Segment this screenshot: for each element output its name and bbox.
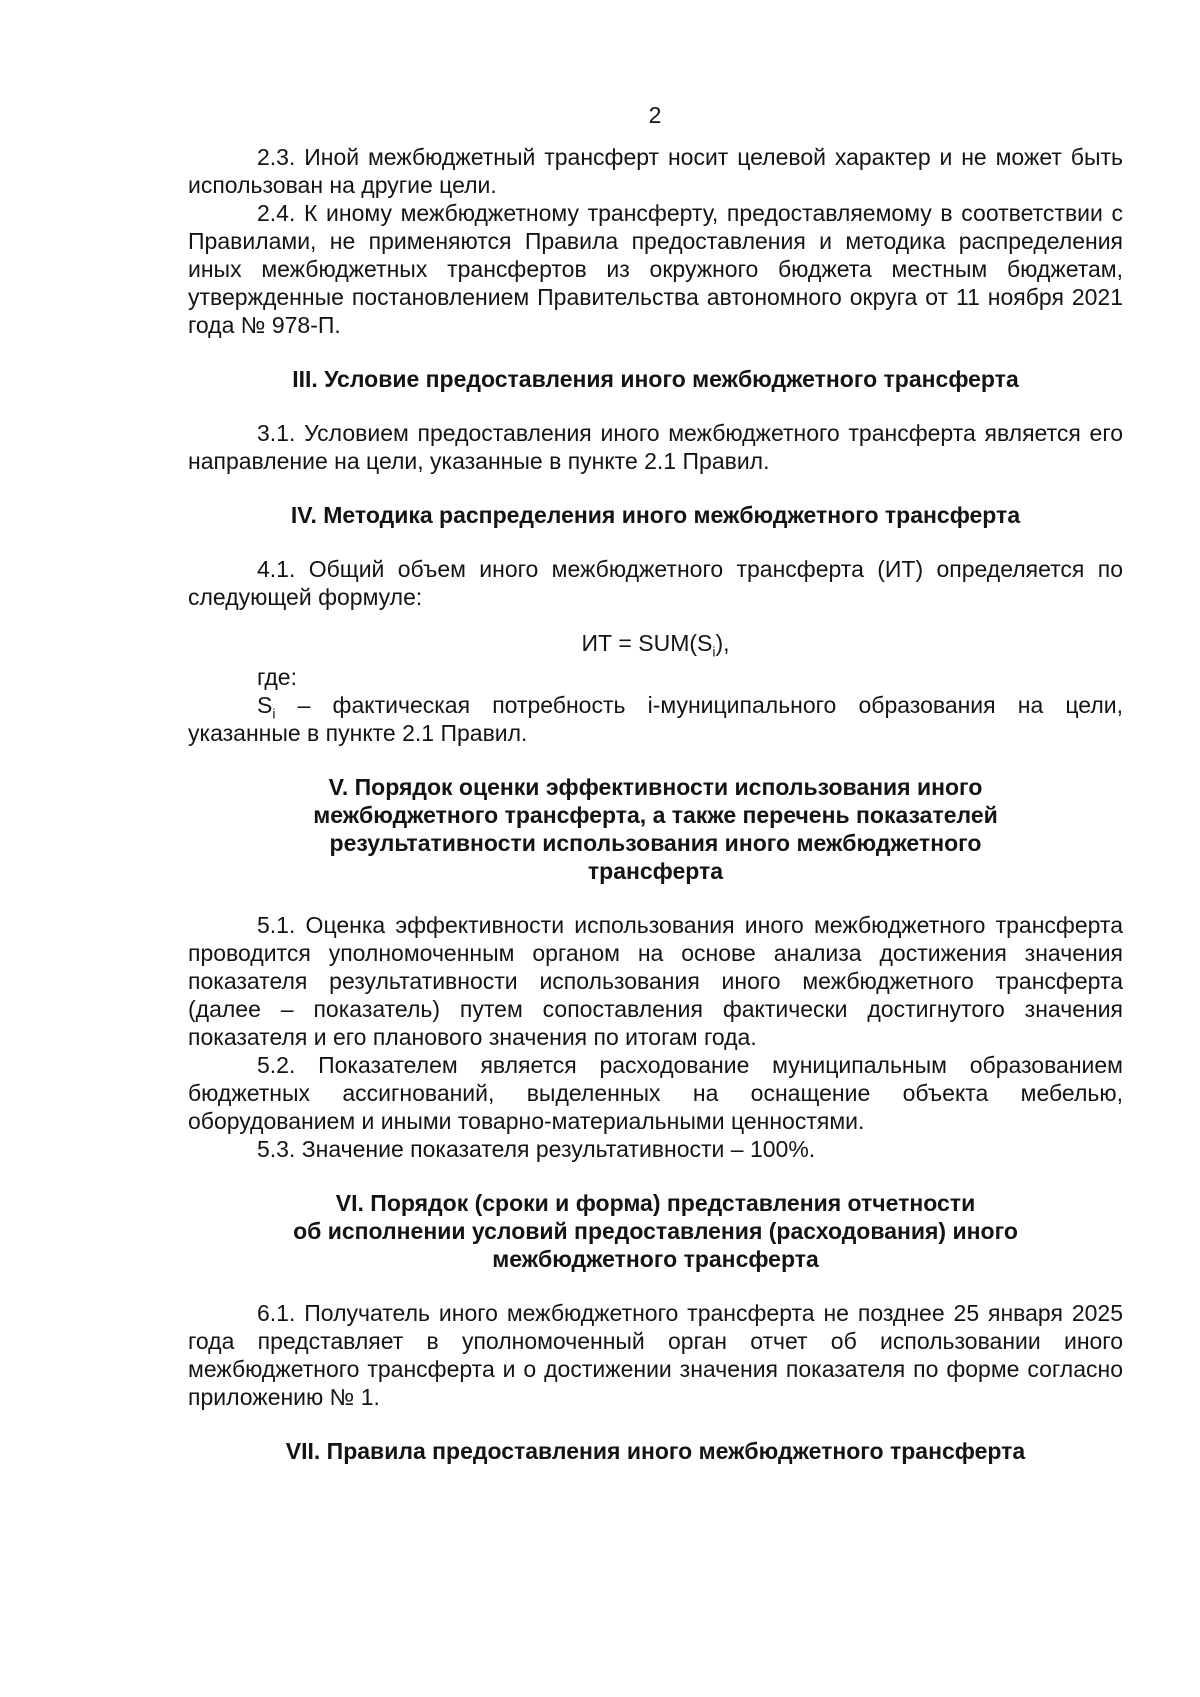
heading-line: межбюджетного трансферта, а также перечень показателей (313, 802, 998, 828)
paragraph-2-4: 2.4. К иному межбюджетному трансферту, предоставляемому в соответствии с Правилами, не применяются Правила предоставления и методика распределения иных межбюджетных трансфертов из окружного бюджета местным бюджетам, утвержденные постановлением Правительства автономного округа от 11 ноября 2021 года № 978-П. (188, 200, 1123, 338)
where-label: где: (257, 664, 297, 690)
heading-line: трансферта (587, 858, 724, 884)
formula-suffix: ), (715, 630, 730, 656)
section-heading-5 (188, 773, 1123, 885)
heading-line: межбюджетного трансферта (492, 1246, 819, 1272)
heading-line: VI. Порядок (сроки и форма) представления отчетности (335, 1190, 976, 1216)
formula (188, 629, 1123, 660)
paragraph-5-2: 5.2. Показателем является расходование муниципальным образованием бюджетных ассигнований, выделенных на оснащение объекта мебелью, оборудованием и иными товарно-материальными ценностями. (188, 1052, 1123, 1134)
si-subscript: i (272, 705, 276, 722)
heading-line: об исполнении условий предоставления (расходования) иного (293, 1218, 1018, 1244)
section-heading-3: III. Условие предоставления иного межбюджетного трансферта (292, 366, 1019, 392)
section-heading-6 (188, 1189, 1123, 1273)
paragraph-5-1: 5.1. Оценка эффективности использования иного межбюджетного трансферта проводится уполномоченным органом на основе анализа достижения значения показателя результативности использования иного межбюджетного трансферта (далее – показатель) путем сопоставления фактически достигнутого значения показателя и его планового значения по итогам года. (188, 912, 1123, 1050)
section-heading-7: VII. Правила предоставления иного межбюджетного трансферта (285, 1438, 1026, 1464)
paragraph-6-1: 6.1. Получатель иного межбюджетного трансферта не позднее 25 января 2025 года представляет в уполномоченный орган отчет об использовании иного межбюджетного трансферта и о достижении значения показателя по форме согласно приложению № 1. (188, 1300, 1123, 1410)
section-heading-4: IV. Методика распределения иного межбюджетного трансферта (290, 502, 1021, 528)
si-symbol: S (257, 692, 273, 718)
si-definition (188, 691, 1123, 747)
formula-prefix: ИТ = SUM(S (581, 630, 713, 656)
document-body (188, 143, 1123, 1465)
paragraph-4-1: 4.1. Общий объем иного межбюджетного трансферта (ИТ) определяется по следующей формуле: (188, 556, 1123, 610)
paragraph-5-3: 5.3. Значение показателя результативности – 100%. (257, 1136, 816, 1162)
paragraph-2-3: 2.3. Иной межбюджетный трансферт носит целевой характер и не может быть использован на другие цели. (188, 144, 1123, 198)
paragraph-3-1: 3.1. Условием предоставления иного межбюджетного трансферта является его направление на цели, указанные в пункте 2.1 Правил. (188, 420, 1123, 474)
page-number: 2 (648, 102, 662, 128)
heading-line: результативности использования иного межбюджетного (329, 830, 982, 856)
si-text: – фактическая потребность i-муниципального образования на цели, указанные в пункте 2.1 Правил. (188, 692, 1123, 746)
heading-line: V. Порядок оценки эффективности использования иного (328, 774, 983, 800)
formula-subscript: i (712, 643, 716, 660)
